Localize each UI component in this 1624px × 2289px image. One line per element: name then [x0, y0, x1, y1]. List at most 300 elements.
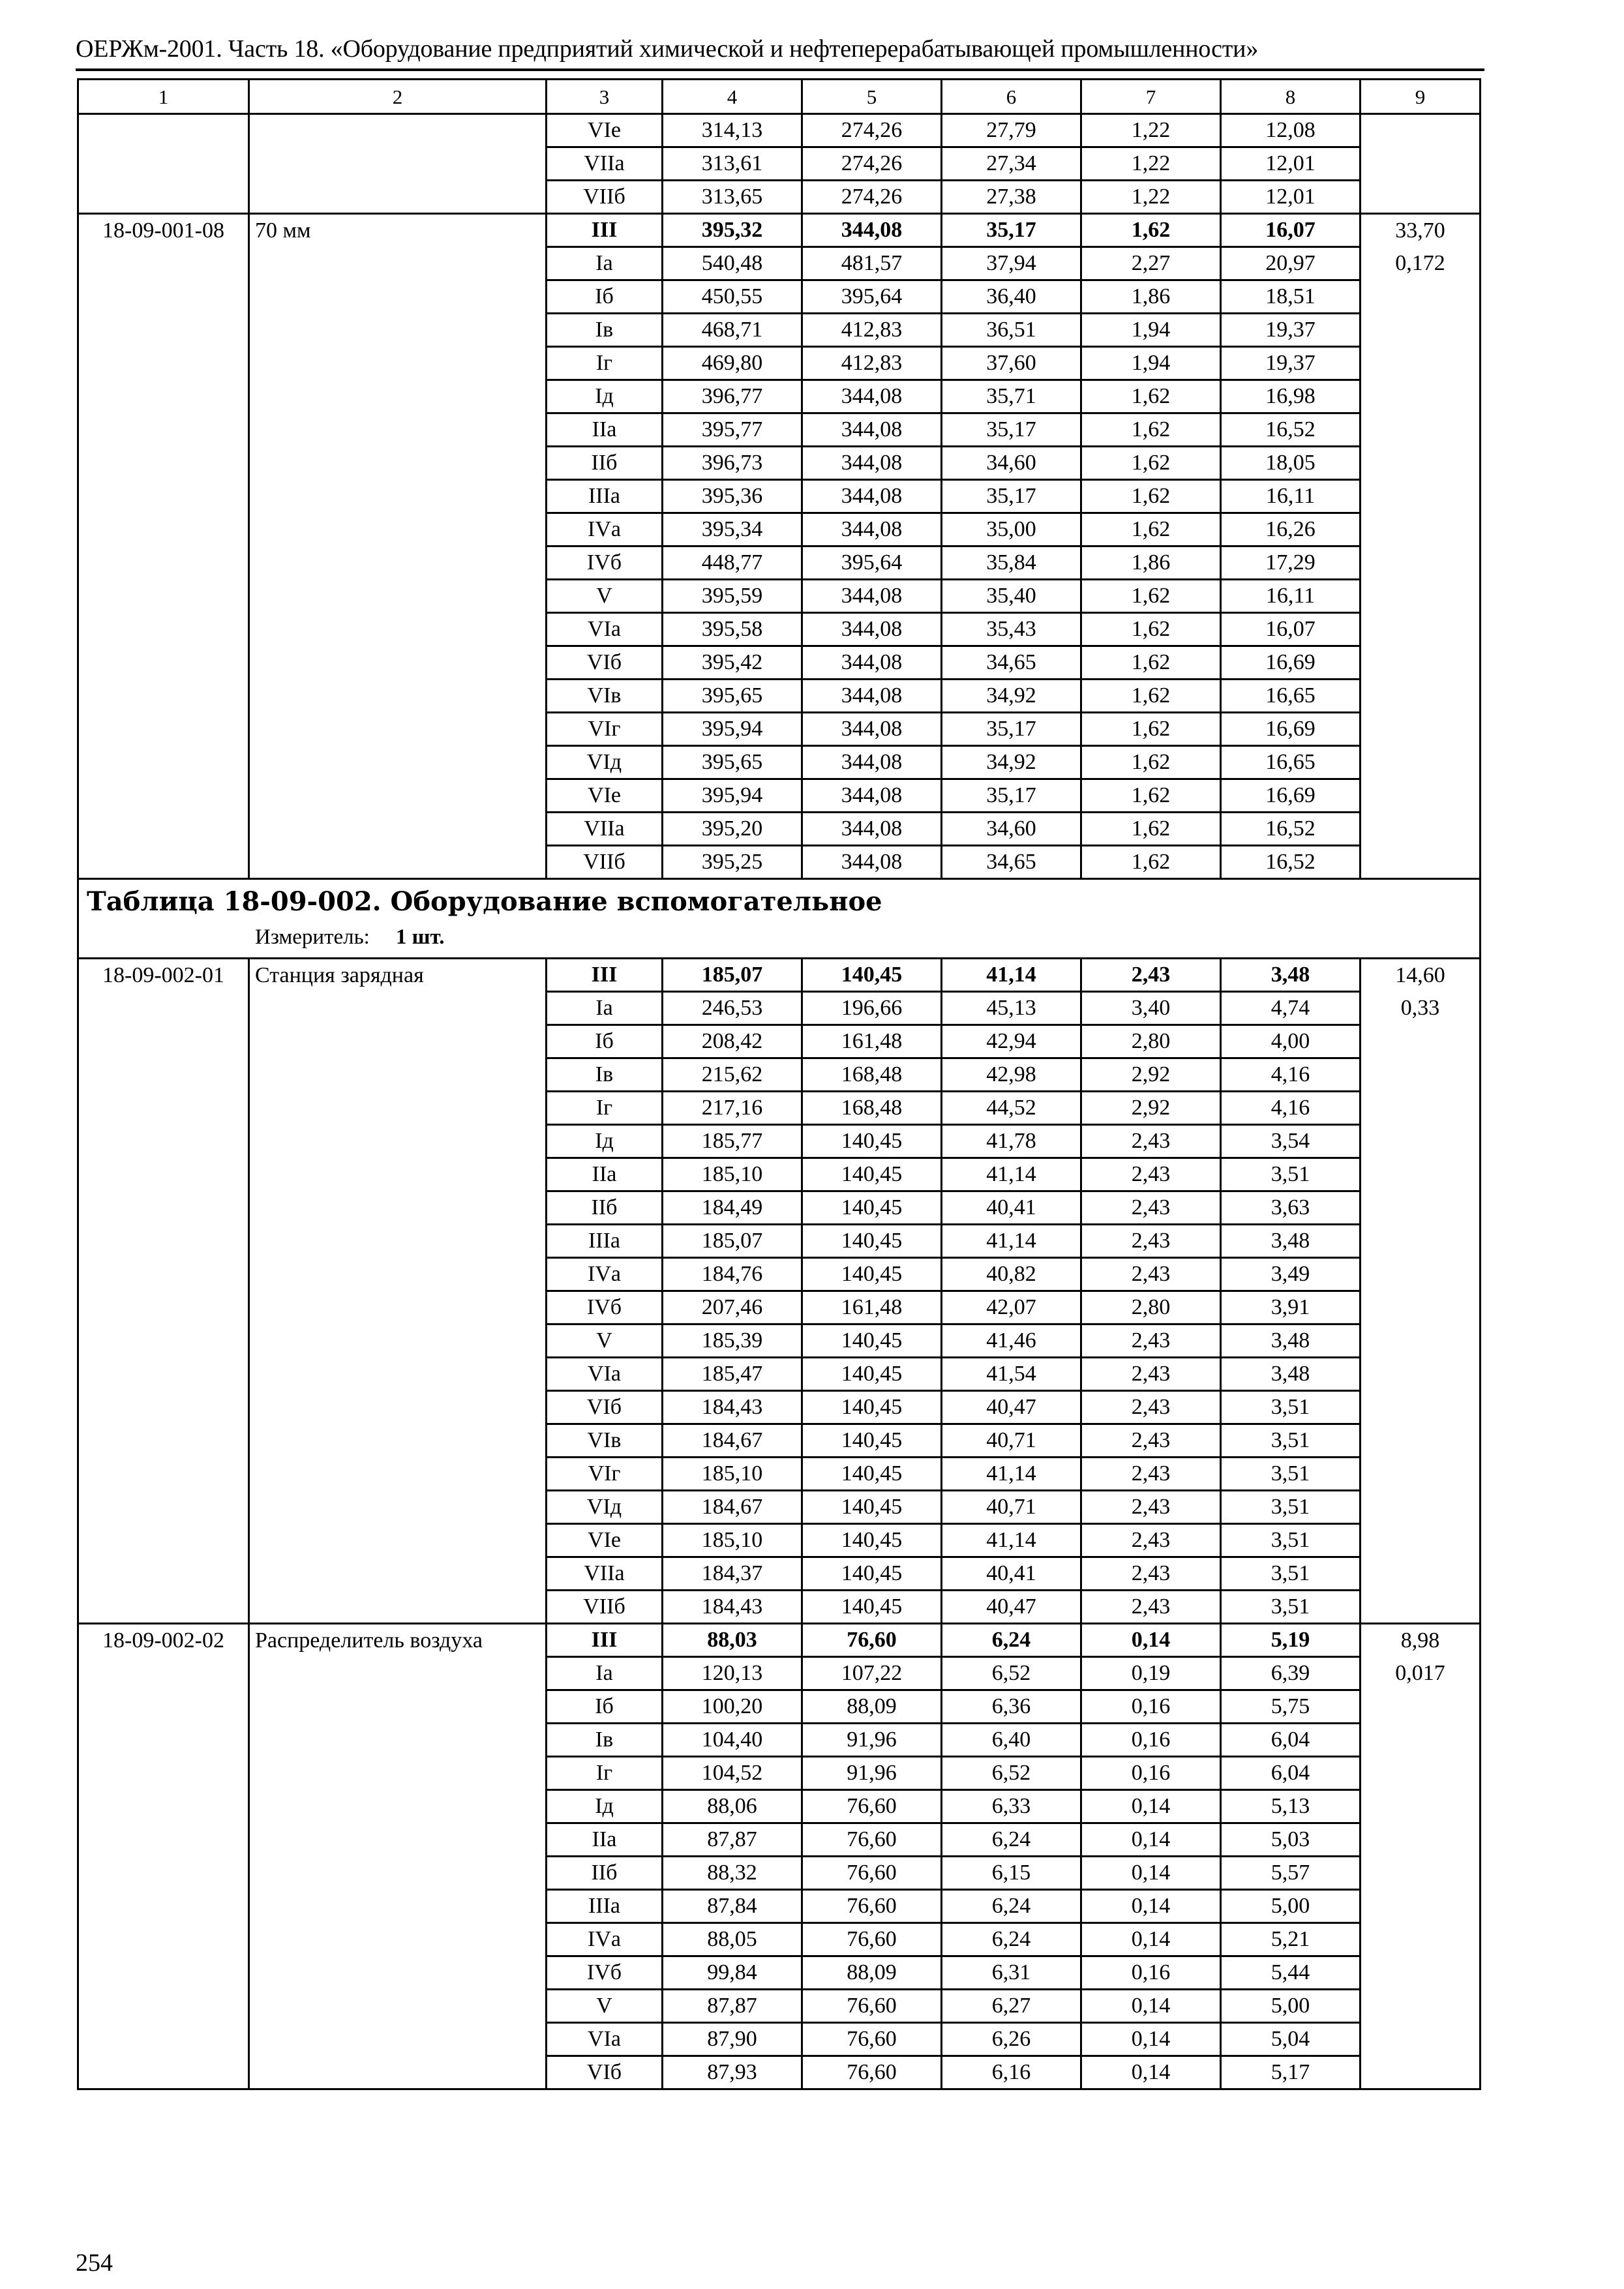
value-cell-c5: 344,08	[802, 380, 942, 413]
value-cell-c4: 246,53	[663, 992, 802, 1025]
column-number-row	[78, 80, 1481, 114]
value-cell-c5: 76,60	[802, 1923, 942, 1956]
rate-code-cell	[78, 447, 249, 480]
running-header: ОЕРЖм-2001. Часть 18. «Оборудование предприятий химической и нефтеперерабатывающей промышленности»	[76, 35, 1259, 63]
value-cell-c7: 1,22	[1081, 147, 1221, 181]
rate-name-cell	[249, 1990, 547, 2023]
value-cell-c8: 5,00	[1221, 1990, 1361, 2023]
value-cell-c8: 3,51	[1221, 1591, 1361, 1624]
rate-name-cell	[249, 2056, 547, 2089]
column-number: 7	[1081, 80, 1221, 114]
rate-code-cell	[78, 1724, 249, 1757]
rate-name-cell	[249, 114, 547, 147]
value-cell-c5: 344,08	[802, 779, 942, 813]
value-cell-c4: 313,65	[663, 181, 802, 214]
value-cell-c5: 140,45	[802, 1225, 942, 1258]
col9-cell	[1361, 1724, 1481, 1757]
value-cell-c8: 6,04	[1221, 1724, 1361, 1757]
value-cell-c8: 16,52	[1221, 413, 1361, 447]
rate-name-cell	[249, 1424, 547, 1458]
value-cell-c4: 185,10	[663, 1524, 802, 1557]
value-cell-c8: 16,65	[1221, 746, 1361, 779]
value-cell-c8: 16,98	[1221, 380, 1361, 413]
value-cell-c6: 6,36	[942, 1690, 1081, 1724]
value-cell-c7: 1,62	[1081, 214, 1221, 247]
value-cell-c5: 91,96	[802, 1724, 942, 1757]
value-cell-c4: 88,32	[663, 1857, 802, 1890]
table-title-row	[78, 879, 1481, 959]
value-cell-c6: 37,94	[942, 247, 1081, 280]
col9-cell	[1361, 746, 1481, 779]
value-cell-c8: 19,37	[1221, 314, 1361, 347]
rate-code-cell	[78, 1125, 249, 1158]
value-cell-c8: 18,51	[1221, 280, 1361, 314]
value-cell-c6: 6,15	[942, 1857, 1081, 1890]
value-cell-c7: 2,92	[1081, 1092, 1221, 1125]
rate-code-cell: 18-09-002-02	[78, 1624, 249, 1657]
zone-cell: VIе	[547, 1524, 663, 1557]
rate-name-cell	[249, 447, 547, 480]
value-cell-c6: 6,33	[942, 1790, 1081, 1823]
column-number: 5	[802, 80, 942, 114]
value-cell-c8: 16,52	[1221, 813, 1361, 846]
col9-cell	[1361, 1757, 1481, 1790]
value-cell-c6: 45,13	[942, 992, 1081, 1025]
rate-code-cell	[78, 1790, 249, 1823]
value-cell-c4: 395,65	[663, 746, 802, 779]
col9-cell	[1361, 1923, 1481, 1956]
zone-cell: Iа	[547, 1657, 663, 1690]
col9-cell	[1361, 1990, 1481, 2023]
value-cell-c8: 5,03	[1221, 1823, 1361, 1857]
value-cell-c6: 35,17	[942, 713, 1081, 746]
value-cell-c6: 40,41	[942, 1557, 1081, 1591]
value-cell-c7: 1,94	[1081, 314, 1221, 347]
zone-cell: VIIб	[547, 1591, 663, 1624]
value-cell-c4: 99,84	[663, 1956, 802, 1990]
col9-cell: 0,33	[1361, 992, 1481, 1025]
value-cell-c7: 0,16	[1081, 1956, 1221, 1990]
rate-code-cell	[78, 1923, 249, 1956]
rate-name-cell	[249, 1191, 547, 1225]
value-cell-c6: 41,78	[942, 1125, 1081, 1158]
column-number: 3	[547, 80, 663, 114]
zone-cell: VIг	[547, 1458, 663, 1491]
value-cell-c6: 6,24	[942, 1890, 1081, 1923]
rate-code-cell	[78, 1956, 249, 1990]
value-cell-c7: 1,22	[1081, 181, 1221, 214]
value-cell-c6: 6,52	[942, 1757, 1081, 1790]
value-cell-c5: 76,60	[802, 2023, 942, 2056]
value-cell-c7: 2,43	[1081, 1258, 1221, 1291]
col9-cell	[1361, 1823, 1481, 1857]
value-cell-c8: 3,63	[1221, 1191, 1361, 1225]
rate-name-cell	[249, 992, 547, 1025]
rate-name-cell	[249, 1491, 547, 1524]
zone-cell: VIа	[547, 1358, 663, 1391]
value-cell-c7: 0,14	[1081, 1923, 1221, 1956]
table-row	[78, 959, 1481, 992]
rate-name-cell	[249, 1358, 547, 1391]
value-cell-c7: 0,16	[1081, 1690, 1221, 1724]
value-cell-c5: 161,48	[802, 1025, 942, 1058]
value-cell-c4: 87,93	[663, 2056, 802, 2089]
value-cell-c5: 76,60	[802, 1890, 942, 1923]
value-cell-c8: 16,69	[1221, 779, 1361, 813]
rate-name-cell	[249, 779, 547, 813]
value-cell-c6: 35,71	[942, 380, 1081, 413]
rate-code-cell: 18-09-002-01	[78, 959, 249, 992]
rate-name-cell: 70 мм	[249, 214, 547, 247]
col9-cell	[1361, 1857, 1481, 1890]
table-row	[78, 546, 1481, 580]
value-cell-c7: 1,62	[1081, 746, 1221, 779]
value-cell-c6: 35,17	[942, 413, 1081, 447]
rate-code-cell	[78, 1524, 249, 1557]
rate-code-cell	[78, 380, 249, 413]
value-cell-c7: 1,62	[1081, 846, 1221, 879]
value-cell-c7: 1,86	[1081, 280, 1221, 314]
value-cell-c7: 2,27	[1081, 247, 1221, 280]
column-number: 4	[663, 80, 802, 114]
rate-name-cell	[249, 713, 547, 746]
value-cell-c6: 27,79	[942, 114, 1081, 147]
value-cell-c4: 184,67	[663, 1424, 802, 1458]
table-row	[78, 1324, 1481, 1358]
rate-code-cell	[78, 480, 249, 513]
value-cell-c7: 1,62	[1081, 646, 1221, 680]
value-cell-c7: 0,14	[1081, 1857, 1221, 1890]
rate-code-cell	[78, 746, 249, 779]
value-cell-c4: 395,20	[663, 813, 802, 846]
col9-cell: 8,98	[1361, 1624, 1481, 1657]
value-cell-c5: 140,45	[802, 959, 942, 992]
value-cell-c6: 35,17	[942, 480, 1081, 513]
value-cell-c5: 395,64	[802, 280, 942, 314]
col9-cell	[1361, 1524, 1481, 1557]
value-cell-c8: 16,52	[1221, 846, 1361, 879]
value-cell-c5: 88,09	[802, 1956, 942, 1990]
zone-cell: IVа	[547, 1258, 663, 1291]
value-cell-c8: 16,69	[1221, 646, 1361, 680]
table-row	[78, 181, 1481, 214]
col9-cell	[1361, 1690, 1481, 1724]
value-cell-c5: 395,64	[802, 546, 942, 580]
rate-code-cell	[78, 1424, 249, 1458]
rate-code-cell	[78, 1990, 249, 2023]
rate-code-cell	[78, 2056, 249, 2089]
value-cell-c7: 0,14	[1081, 2023, 1221, 2056]
value-cell-c6: 37,60	[942, 347, 1081, 380]
value-cell-c7: 2,80	[1081, 1025, 1221, 1058]
value-cell-c5: 481,57	[802, 247, 942, 280]
value-cell-c6: 34,92	[942, 746, 1081, 779]
value-cell-c6: 35,17	[942, 214, 1081, 247]
rate-name-cell	[249, 2023, 547, 2056]
value-cell-c7: 1,62	[1081, 413, 1221, 447]
rate-code-cell	[78, 646, 249, 680]
table-row	[78, 846, 1481, 879]
table-row	[78, 1890, 1481, 1923]
rate-name-cell	[249, 1158, 547, 1191]
value-cell-c4: 395,58	[663, 613, 802, 646]
value-cell-c4: 184,49	[663, 1191, 802, 1225]
value-cell-c6: 34,60	[942, 813, 1081, 846]
value-cell-c4: 185,10	[663, 1458, 802, 1491]
zone-cell: VIв	[547, 1424, 663, 1458]
value-cell-c5: 140,45	[802, 1458, 942, 1491]
col9-cell	[1361, 680, 1481, 713]
value-cell-c7: 1,62	[1081, 447, 1221, 480]
value-cell-c8: 3,51	[1221, 1458, 1361, 1491]
col9-cell	[1361, 1358, 1481, 1391]
value-cell-c5: 274,26	[802, 147, 942, 181]
col9-cell	[1361, 1591, 1481, 1624]
col9-cell	[1361, 413, 1481, 447]
value-cell-c6: 41,14	[942, 1524, 1081, 1557]
value-cell-c7: 0,14	[1081, 1790, 1221, 1823]
table-row	[78, 1591, 1481, 1624]
zone-cell: IIа	[547, 1158, 663, 1191]
value-cell-c5: 344,08	[802, 680, 942, 713]
rate-name-cell: Станция зарядная	[249, 959, 547, 992]
table-row	[78, 1690, 1481, 1724]
value-cell-c8: 4,16	[1221, 1092, 1361, 1125]
value-cell-c4: 469,80	[663, 347, 802, 380]
value-cell-c5: 88,09	[802, 1690, 942, 1724]
value-cell-c8: 3,49	[1221, 1258, 1361, 1291]
rate-code-cell	[78, 680, 249, 713]
zone-cell: VIб	[547, 2056, 663, 2089]
zone-cell: IIб	[547, 447, 663, 480]
rate-code-cell	[78, 1225, 249, 1258]
value-cell-c4: 185,10	[663, 1158, 802, 1191]
rate-name-cell	[249, 1557, 547, 1591]
table-row	[78, 347, 1481, 380]
value-cell-c5: 140,45	[802, 1391, 942, 1424]
value-cell-c7: 2,43	[1081, 1158, 1221, 1191]
value-cell-c4: 87,87	[663, 1990, 802, 2023]
table-row	[78, 1391, 1481, 1424]
table-row	[78, 1990, 1481, 2023]
rates-table	[77, 78, 1481, 2090]
zone-cell: IIIа	[547, 480, 663, 513]
rate-code-cell	[78, 779, 249, 813]
value-cell-c7: 1,62	[1081, 580, 1221, 613]
value-cell-c8: 6,04	[1221, 1757, 1361, 1790]
value-cell-c7: 3,40	[1081, 992, 1221, 1025]
col9-cell	[1361, 546, 1481, 580]
value-cell-c5: 168,48	[802, 1092, 942, 1125]
value-cell-c4: 395,77	[663, 413, 802, 447]
value-cell-c5: 274,26	[802, 181, 942, 214]
value-cell-c6: 6,26	[942, 2023, 1081, 2056]
col9-cell	[1361, 181, 1481, 214]
value-cell-c4: 395,94	[663, 779, 802, 813]
zone-cell: VIе	[547, 779, 663, 813]
zone-cell: Iб	[547, 280, 663, 314]
rate-code-cell	[78, 1191, 249, 1225]
value-cell-c7: 0,16	[1081, 1724, 1221, 1757]
col9-cell	[1361, 1058, 1481, 1092]
value-cell-c5: 140,45	[802, 1158, 942, 1191]
zone-cell: IVа	[547, 513, 663, 546]
col9-cell	[1361, 1956, 1481, 1990]
value-cell-c7: 2,80	[1081, 1291, 1221, 1324]
value-cell-c4: 450,55	[663, 280, 802, 314]
zone-cell: IVб	[547, 1291, 663, 1324]
value-cell-c5: 344,08	[802, 447, 942, 480]
value-cell-c8: 6,39	[1221, 1657, 1361, 1690]
col9-cell	[1361, 280, 1481, 314]
column-number: 9	[1361, 80, 1481, 114]
value-cell-c6: 40,47	[942, 1591, 1081, 1624]
col9-cell	[1361, 613, 1481, 646]
rate-name-cell	[249, 580, 547, 613]
rate-code-cell	[78, 1092, 249, 1125]
col9-cell	[1361, 1890, 1481, 1923]
rate-code-cell	[78, 1025, 249, 1058]
value-cell-c4: 88,03	[663, 1624, 802, 1657]
value-cell-c4: 217,16	[663, 1092, 802, 1125]
col9-cell	[1361, 1225, 1481, 1258]
value-cell-c5: 140,45	[802, 1125, 942, 1158]
value-cell-c6: 34,60	[942, 447, 1081, 480]
header-rule	[76, 68, 1484, 71]
zone-cell: VIе	[547, 114, 663, 147]
zone-cell: IIа	[547, 413, 663, 447]
rate-name-cell	[249, 280, 547, 314]
rate-code-cell	[78, 1358, 249, 1391]
table-row	[78, 746, 1481, 779]
value-cell-c5: 344,08	[802, 613, 942, 646]
value-cell-c5: 140,45	[802, 1191, 942, 1225]
value-cell-c5: 76,60	[802, 2056, 942, 2089]
rate-name-cell	[249, 546, 547, 580]
table-row	[78, 114, 1481, 147]
zone-cell: Iа	[547, 247, 663, 280]
rate-name-cell	[249, 181, 547, 214]
value-cell-c8: 5,21	[1221, 1923, 1361, 1956]
rate-name-cell	[249, 480, 547, 513]
value-cell-c5: 161,48	[802, 1291, 942, 1324]
rate-name-cell	[249, 1092, 547, 1125]
value-cell-c7: 2,43	[1081, 1391, 1221, 1424]
rate-name-cell	[249, 1690, 547, 1724]
rate-name-cell	[249, 1890, 547, 1923]
table-row	[78, 1158, 1481, 1191]
value-cell-c4: 395,65	[663, 680, 802, 713]
value-cell-c5: 412,83	[802, 347, 942, 380]
rate-name-cell	[249, 1324, 547, 1358]
col9-cell	[1361, 1424, 1481, 1458]
rate-name-cell	[249, 1823, 547, 1857]
value-cell-c4: 185,07	[663, 1225, 802, 1258]
value-cell-c8: 20,97	[1221, 247, 1361, 280]
rate-name-cell	[249, 746, 547, 779]
rate-code-cell	[78, 1657, 249, 1690]
rate-name-cell	[249, 1923, 547, 1956]
value-cell-c6: 35,40	[942, 580, 1081, 613]
value-cell-c4: 448,77	[663, 546, 802, 580]
value-cell-c6: 6,31	[942, 1956, 1081, 1990]
zone-cell: VIIа	[547, 147, 663, 181]
zone-cell: Iг	[547, 347, 663, 380]
value-cell-c6: 40,47	[942, 1391, 1081, 1424]
rate-code-cell	[78, 1591, 249, 1624]
table-row	[78, 1724, 1481, 1757]
col9-cell	[1361, 447, 1481, 480]
zone-cell: Iв	[547, 1058, 663, 1092]
value-cell-c5: 344,08	[802, 580, 942, 613]
table-row	[78, 147, 1481, 181]
table-row	[78, 1424, 1481, 1458]
rate-code-cell	[78, 846, 249, 879]
table-row	[78, 1358, 1481, 1391]
table-row	[78, 713, 1481, 746]
rate-name-cell	[249, 1524, 547, 1557]
table-row	[78, 1524, 1481, 1557]
value-cell-c6: 41,54	[942, 1358, 1081, 1391]
value-cell-c8: 5,57	[1221, 1857, 1361, 1890]
value-cell-c7: 2,43	[1081, 1424, 1221, 1458]
value-cell-c5: 76,60	[802, 1624, 942, 1657]
rate-name-cell	[249, 413, 547, 447]
table-row	[78, 1058, 1481, 1092]
value-cell-c8: 3,51	[1221, 1524, 1361, 1557]
table-row	[78, 813, 1481, 846]
value-cell-c8: 5,17	[1221, 2056, 1361, 2089]
col9-cell	[1361, 580, 1481, 613]
value-cell-c7: 1,22	[1081, 114, 1221, 147]
value-cell-c6: 35,00	[942, 513, 1081, 546]
table-row	[78, 779, 1481, 813]
value-cell-c5: 107,22	[802, 1657, 942, 1690]
value-cell-c6: 40,71	[942, 1424, 1081, 1458]
zone-cell: VIб	[547, 1391, 663, 1424]
rate-code-cell	[78, 613, 249, 646]
rate-code-cell	[78, 1557, 249, 1591]
table-row	[78, 480, 1481, 513]
table-row	[78, 2056, 1481, 2089]
col9-cell	[1361, 1092, 1481, 1125]
value-cell-c7: 2,43	[1081, 1491, 1221, 1524]
col9-cell	[1361, 380, 1481, 413]
table-row	[78, 580, 1481, 613]
value-cell-c7: 1,62	[1081, 380, 1221, 413]
value-cell-c8: 3,51	[1221, 1557, 1361, 1591]
table-row	[78, 1125, 1481, 1158]
col9-cell: 0,017	[1361, 1657, 1481, 1690]
rate-code-cell: 18-09-001-08	[78, 214, 249, 247]
value-cell-c7: 2,43	[1081, 1458, 1221, 1491]
value-cell-c5: 76,60	[802, 1790, 942, 1823]
value-cell-c8: 16,65	[1221, 680, 1361, 713]
value-cell-c8: 3,48	[1221, 959, 1361, 992]
rate-name-cell	[249, 646, 547, 680]
value-cell-c7: 1,62	[1081, 713, 1221, 746]
value-cell-c8: 16,07	[1221, 214, 1361, 247]
rate-code-cell	[78, 813, 249, 846]
value-cell-c6: 41,14	[942, 959, 1081, 992]
rate-name-cell	[249, 1458, 547, 1491]
value-cell-c8: 5,75	[1221, 1690, 1361, 1724]
table-row	[78, 992, 1481, 1025]
rate-name-cell	[249, 513, 547, 546]
col9-cell	[1361, 646, 1481, 680]
value-cell-c6: 40,82	[942, 1258, 1081, 1291]
value-cell-c6: 42,94	[942, 1025, 1081, 1058]
